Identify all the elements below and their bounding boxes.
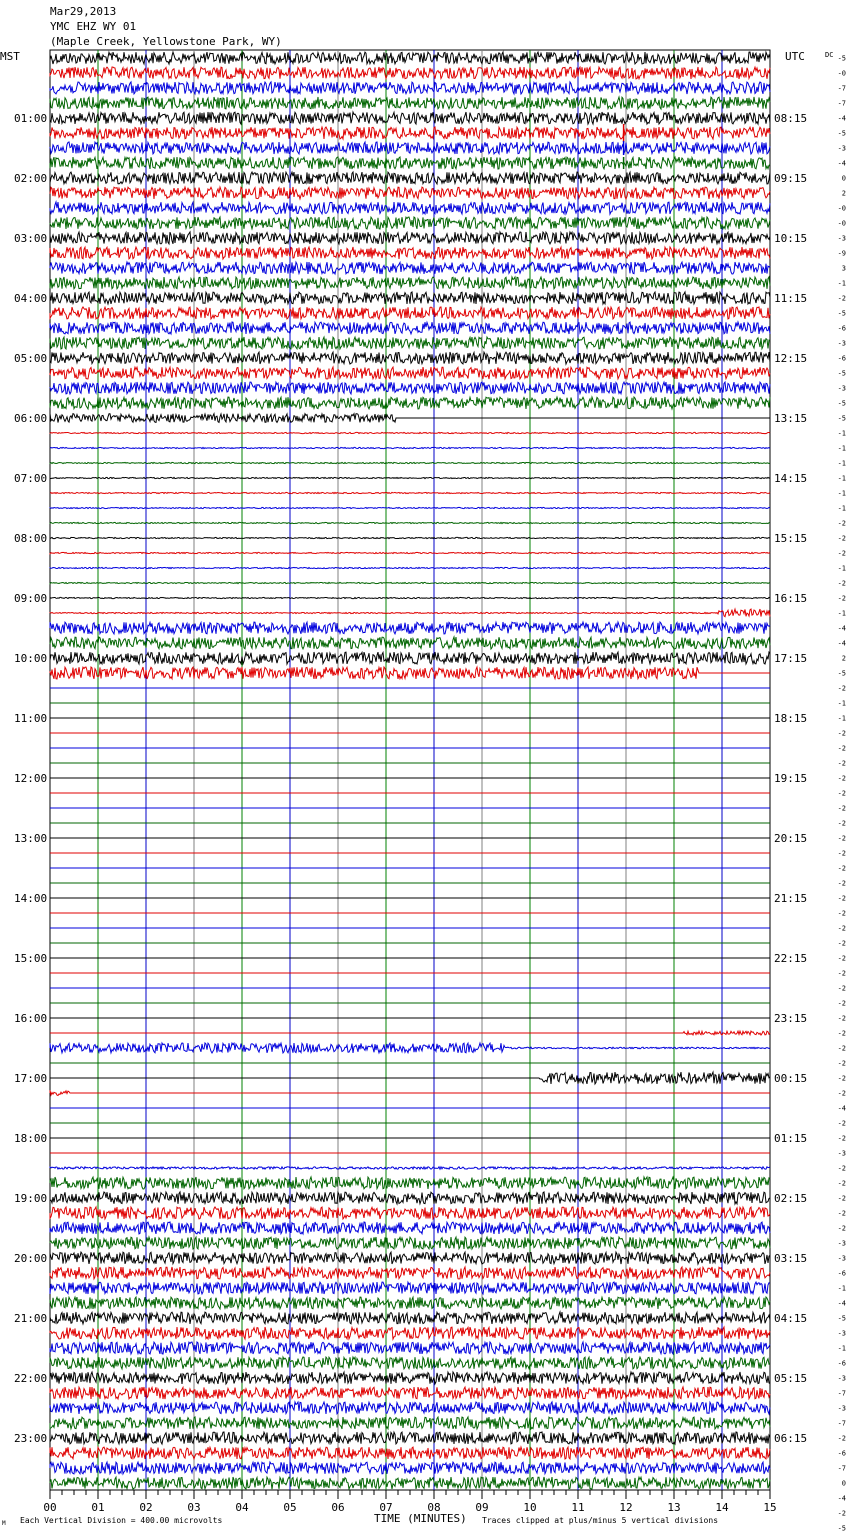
trace-row — [50, 1372, 770, 1384]
dc-offset-value: -2 — [837, 1119, 846, 1128]
dc-offset-value: -2 — [837, 804, 846, 813]
trace-row — [50, 1207, 770, 1219]
trace-row — [50, 1043, 770, 1053]
dc-offset-value: -2 — [837, 1434, 846, 1443]
dc-offset-value: -2 — [837, 774, 846, 783]
dc-offset-value: -2 — [837, 579, 846, 588]
trace-row — [50, 82, 770, 94]
x-tick-label: 15 — [763, 1501, 777, 1514]
dc-offset-value: -7 — [837, 1389, 846, 1398]
dc-offset-value: -2 — [837, 1014, 846, 1023]
trace-row — [50, 582, 770, 583]
dc-offset-value: -2 — [837, 924, 846, 933]
right-timezone-label: UTC — [785, 50, 805, 63]
dc-offset-value: -1 — [837, 444, 846, 453]
x-tick-label: 13 — [667, 1501, 681, 1514]
clip-note: Traces clipped at plus/minus 5 vertical divisions — [482, 1516, 719, 1525]
dc-offset-value: -1 — [837, 699, 846, 708]
dc-offset-value: 0 — [841, 1479, 846, 1488]
dc-offset-value: -0 — [837, 69, 846, 78]
x-axis — [43, 1490, 776, 1514]
x-tick-label: 03 — [187, 1501, 201, 1514]
trace-row — [50, 552, 770, 553]
trace-row — [50, 1477, 770, 1489]
dc-offset-value: 2 — [841, 189, 846, 198]
x-tick-label: 07 — [379, 1501, 393, 1514]
trace-row — [50, 567, 770, 568]
dc-offset-value: -2 — [837, 1089, 846, 1098]
trace-row — [50, 307, 770, 319]
trace-row — [50, 1387, 770, 1399]
left-hour-label: 12:00 — [14, 772, 48, 785]
left-hour-label: 02:00 — [14, 172, 48, 185]
right-hour-label: 19:15 — [774, 772, 808, 785]
trace-row — [50, 1357, 770, 1369]
trace-row — [50, 1432, 770, 1444]
trace-row — [50, 1297, 770, 1309]
trace-row — [50, 522, 770, 523]
trace-row — [50, 247, 770, 259]
dc-offset-value: -2 — [837, 1179, 846, 1188]
trace-row — [50, 1462, 770, 1474]
right-hour-label: 15:15 — [774, 532, 808, 545]
right-hour-label: 16:15 — [774, 592, 808, 605]
right-hour-label: 05:15 — [774, 1372, 808, 1385]
dc-offset-value: -2 — [837, 549, 846, 558]
right-hour-label: 10:15 — [774, 232, 808, 245]
left-hour-label: 19:00 — [14, 1192, 48, 1205]
x-tick-label: 11 — [571, 1501, 585, 1514]
trace-row — [50, 1167, 770, 1169]
dc-offset-value: -2 — [837, 1074, 846, 1083]
trace-row — [50, 127, 770, 139]
dc-offset-value: 0 — [841, 174, 846, 183]
dc-offset-value: -5 — [837, 669, 846, 678]
x-tick-label: 14 — [715, 1501, 729, 1514]
dc-offset-value: -3 — [837, 1254, 846, 1263]
vertical-division-note: Each Vertical Division = 400.00 microvolts — [20, 1516, 223, 1525]
trace-row — [50, 232, 770, 244]
dc-offset-value: -2 — [837, 1209, 846, 1218]
trace-row — [50, 1417, 770, 1429]
right-hour-label: 13:15 — [774, 412, 808, 425]
trace-row — [50, 187, 770, 199]
dc-offset-value: -7 — [837, 1419, 846, 1428]
seismic-traces — [50, 52, 770, 1489]
trace-row — [50, 52, 770, 64]
dc-offset-value: -5 — [837, 1314, 846, 1323]
right-hour-label: 01:15 — [774, 1132, 808, 1145]
trace-row — [50, 1402, 770, 1414]
dc-offset-value: -3 — [837, 1239, 846, 1248]
dc-offset-value: -2 — [837, 294, 846, 303]
trace-row — [50, 172, 770, 184]
dc-offset-value: -4 — [837, 639, 846, 648]
dc-offset-value: -2 — [837, 969, 846, 978]
trace-row — [50, 1031, 770, 1035]
dc-offset-value: -6 — [837, 1449, 846, 1458]
dc-offset-value: -2 — [837, 909, 846, 918]
dc-offset-value: -2 — [837, 684, 846, 693]
dc-offset-value: -2 — [837, 789, 846, 798]
dc-offset-value: -2 — [837, 864, 846, 873]
dc-offset-value: -4 — [837, 159, 846, 168]
trace-row — [50, 507, 770, 508]
dc-offset-value: -5 — [837, 54, 846, 63]
left-hour-label: 21:00 — [14, 1312, 48, 1325]
trace-row — [50, 1222, 770, 1234]
dc-offset-value: -3 — [837, 1374, 846, 1383]
dc-offset-value: -2 — [837, 834, 846, 843]
trace-row — [50, 637, 770, 649]
trace-row — [50, 462, 770, 463]
trace-row — [50, 1342, 770, 1354]
right-hour-label: 06:15 — [774, 1432, 808, 1445]
right-hour-label: 18:15 — [774, 712, 808, 725]
dc-offset-value: -0 — [837, 219, 846, 228]
dc-offset-value: -3 — [837, 1149, 846, 1158]
trace-row — [50, 1192, 770, 1204]
dc-offset-value: -2 — [837, 894, 846, 903]
dc-offset-value: -2 — [837, 819, 846, 828]
dc-offset-value: -2 — [837, 1224, 846, 1233]
left-timezone-label: MST — [0, 50, 20, 63]
station-code: YMC EHZ WY 01 — [50, 20, 137, 33]
dc-offset-value: -1 — [837, 564, 846, 573]
right-hour-label: 04:15 — [774, 1312, 808, 1325]
trace-row — [50, 597, 770, 598]
right-hour-label: 23:15 — [774, 1012, 808, 1025]
dc-offset-value: -2 — [837, 1509, 846, 1518]
left-hour-label: 11:00 — [14, 712, 48, 725]
trace-row — [50, 322, 770, 334]
dc-offset-value: -5 — [837, 399, 846, 408]
trace-row — [50, 217, 770, 229]
right-hour-label: 14:15 — [774, 472, 808, 485]
trace-row — [50, 1267, 770, 1279]
right-hour-label: 00:15 — [774, 1072, 808, 1085]
trace-row — [50, 1447, 770, 1459]
x-tick-label: 02 — [139, 1501, 153, 1514]
dc-offset-value: -7 — [837, 1464, 846, 1473]
left-hour-label: 05:00 — [14, 352, 48, 365]
left-hour-label: 13:00 — [14, 832, 48, 845]
left-hour-label: 17:00 — [14, 1072, 48, 1085]
dc-offset-value: -0 — [837, 204, 846, 213]
trace-row — [50, 397, 770, 409]
left-hour-label: 07:00 — [14, 472, 48, 485]
trace-row — [50, 382, 770, 394]
dc-offset-value: -5 — [837, 414, 846, 423]
right-hour-label: 02:15 — [774, 1192, 808, 1205]
trace-row — [50, 352, 770, 364]
dc-offset-value: -7 — [837, 84, 846, 93]
dc-offset-value: -6 — [837, 354, 846, 363]
dc-offset-value: -7 — [837, 99, 846, 108]
dc-offset-value: -1 — [837, 429, 846, 438]
left-hour-label: 18:00 — [14, 1132, 48, 1145]
x-tick-label: 12 — [619, 1501, 633, 1514]
x-tick-label: 09 — [475, 1501, 489, 1514]
dc-offset-value: -6 — [837, 324, 846, 333]
trace-row — [50, 292, 770, 304]
x-tick-label: 10 — [523, 1501, 537, 1514]
right-hour-label: 20:15 — [774, 832, 808, 845]
x-axis-title: TIME (MINUTES) — [374, 1512, 467, 1525]
dc-offset-value: -2 — [837, 1044, 846, 1053]
trace-row — [50, 262, 770, 274]
dc-offset-value: -5 — [837, 369, 846, 378]
dc-offset-value: -2 — [837, 999, 846, 1008]
trace-row — [50, 477, 770, 478]
dc-offset-value: -2 — [837, 594, 846, 603]
dc-offset-value: -3 — [837, 144, 846, 153]
trace-row — [50, 202, 770, 214]
left-hour-label: 15:00 — [14, 952, 48, 965]
dc-offset-value: -3 — [837, 234, 846, 243]
trace-row — [50, 1072, 770, 1084]
trace-row — [50, 142, 770, 154]
dc-offset-value: 2 — [841, 654, 846, 663]
dc-offset-value: -2 — [837, 1029, 846, 1038]
trace-row — [50, 1327, 770, 1339]
dc-offset-value: -1 — [837, 714, 846, 723]
dc-offset-value: -2 — [837, 849, 846, 858]
dc-offset-value: -3 — [837, 1404, 846, 1413]
trace-row — [50, 1282, 770, 1294]
right-hour-label: 09:15 — [774, 172, 808, 185]
trace-row — [50, 414, 770, 423]
left-hour-label: 08:00 — [14, 532, 48, 545]
dc-offset-value: -2 — [837, 939, 846, 948]
right-hour-label: 22:15 — [774, 952, 808, 965]
trace-row — [50, 67, 770, 79]
station-location: (Maple Creek, Yellowstone Park, WY) — [50, 35, 282, 48]
dc-offset-value: -9 — [837, 249, 846, 258]
left-hour-label: 03:00 — [14, 232, 48, 245]
trace-row — [50, 447, 770, 448]
dc-offset-value: -4 — [837, 624, 846, 633]
dc-offset-value: -1 — [837, 1284, 846, 1293]
trace-row — [50, 367, 770, 379]
trace-row — [50, 492, 770, 493]
left-hour-label: 01:00 — [14, 112, 48, 125]
dc-offset-value: -2 — [837, 1164, 846, 1173]
dc-offset-value: -1 — [837, 609, 846, 618]
dc-offset-value: -2 — [837, 954, 846, 963]
dc-offset-value: -2 — [837, 519, 846, 528]
left-hour-label: 06:00 — [14, 412, 48, 425]
dc-offset-value: -2 — [837, 984, 846, 993]
dc-offset-value: -3 — [837, 339, 846, 348]
right-hour-labels — [774, 112, 807, 1445]
dc-offset-value: -1 — [837, 279, 846, 288]
trace-row — [50, 1312, 770, 1324]
left-hour-label: 23:00 — [14, 1432, 48, 1445]
trace-row — [50, 97, 770, 109]
dc-offset-value: -5 — [837, 1524, 846, 1533]
left-hour-label: 22:00 — [14, 1372, 48, 1385]
trace-row — [50, 1090, 770, 1095]
right-hour-label: 21:15 — [774, 892, 808, 905]
dc-offset-header: DC — [825, 51, 834, 59]
dc-offset-value: -2 — [837, 879, 846, 888]
x-tick-label: 04 — [235, 1501, 249, 1514]
x-tick-label: 01 — [91, 1501, 105, 1514]
left-hour-label: 04:00 — [14, 292, 48, 305]
x-tick-label: 00 — [43, 1501, 57, 1514]
dc-offset-value: -3 — [837, 384, 846, 393]
trace-row — [50, 622, 770, 634]
dc-offset-value: -2 — [837, 1059, 846, 1068]
trace-row — [50, 337, 770, 349]
dc-offset-value: -2 — [837, 1194, 846, 1203]
left-hour-labels — [14, 112, 47, 1445]
dc-offset-value: -2 — [837, 759, 846, 768]
dc-offset-value: -5 — [837, 309, 846, 318]
dc-offset-value: -4 — [837, 1299, 846, 1308]
dc-offset-value: -5 — [837, 129, 846, 138]
dc-offset-value: -2 — [837, 534, 846, 543]
trace-row — [50, 1237, 770, 1249]
trace-row — [50, 537, 770, 538]
dc-offset-value: -1 — [837, 1344, 846, 1353]
left-hour-label: 14:00 — [14, 892, 48, 905]
x-tick-label: 06 — [331, 1501, 345, 1514]
trace-row — [50, 112, 770, 124]
left-hour-label: 16:00 — [14, 1012, 48, 1025]
left-hour-label: 10:00 — [14, 652, 48, 665]
dc-offset-value: -2 — [837, 744, 846, 753]
dc-offset-value: -1 — [837, 474, 846, 483]
x-tick-label: 05 — [283, 1501, 297, 1514]
dc-offset-value: -2 — [837, 1134, 846, 1143]
corner-mark: M — [2, 1520, 6, 1527]
trace-row — [50, 432, 770, 433]
dc-offset-column — [838, 55, 846, 1534]
right-hour-label: 03:15 — [774, 1252, 808, 1265]
trace-row — [50, 1177, 770, 1189]
dc-offset-value: -1 — [837, 504, 846, 513]
dc-offset-value: -4 — [837, 1494, 846, 1503]
right-hour-label: 12:15 — [774, 352, 808, 365]
dc-offset-value: -4 — [837, 114, 846, 123]
dc-offset-value: -4 — [837, 1104, 846, 1113]
left-hour-label: 09:00 — [14, 592, 48, 605]
record-date: Mar29,2013 — [50, 5, 117, 18]
dc-offset-value: -1 — [837, 489, 846, 498]
x-tick-label: 08 — [427, 1501, 441, 1514]
dc-offset-value: -1 — [837, 459, 846, 468]
trace-row — [50, 1252, 770, 1264]
trace-row — [50, 667, 770, 679]
dc-offset-value: -3 — [837, 1329, 846, 1338]
right-hour-label: 08:15 — [774, 112, 808, 125]
dc-offset-value: -2 — [837, 729, 846, 738]
dc-offset-value: -6 — [837, 1359, 846, 1368]
dc-offset-value: 3 — [841, 264, 846, 273]
left-hour-label: 20:00 — [14, 1252, 48, 1265]
trace-row — [50, 609, 770, 617]
dc-offset-value: -6 — [837, 1269, 846, 1278]
right-hour-label: 17:15 — [774, 652, 808, 665]
trace-row — [50, 277, 770, 289]
trace-row — [50, 652, 770, 664]
right-hour-label: 11:15 — [774, 292, 808, 305]
trace-row — [50, 157, 770, 169]
